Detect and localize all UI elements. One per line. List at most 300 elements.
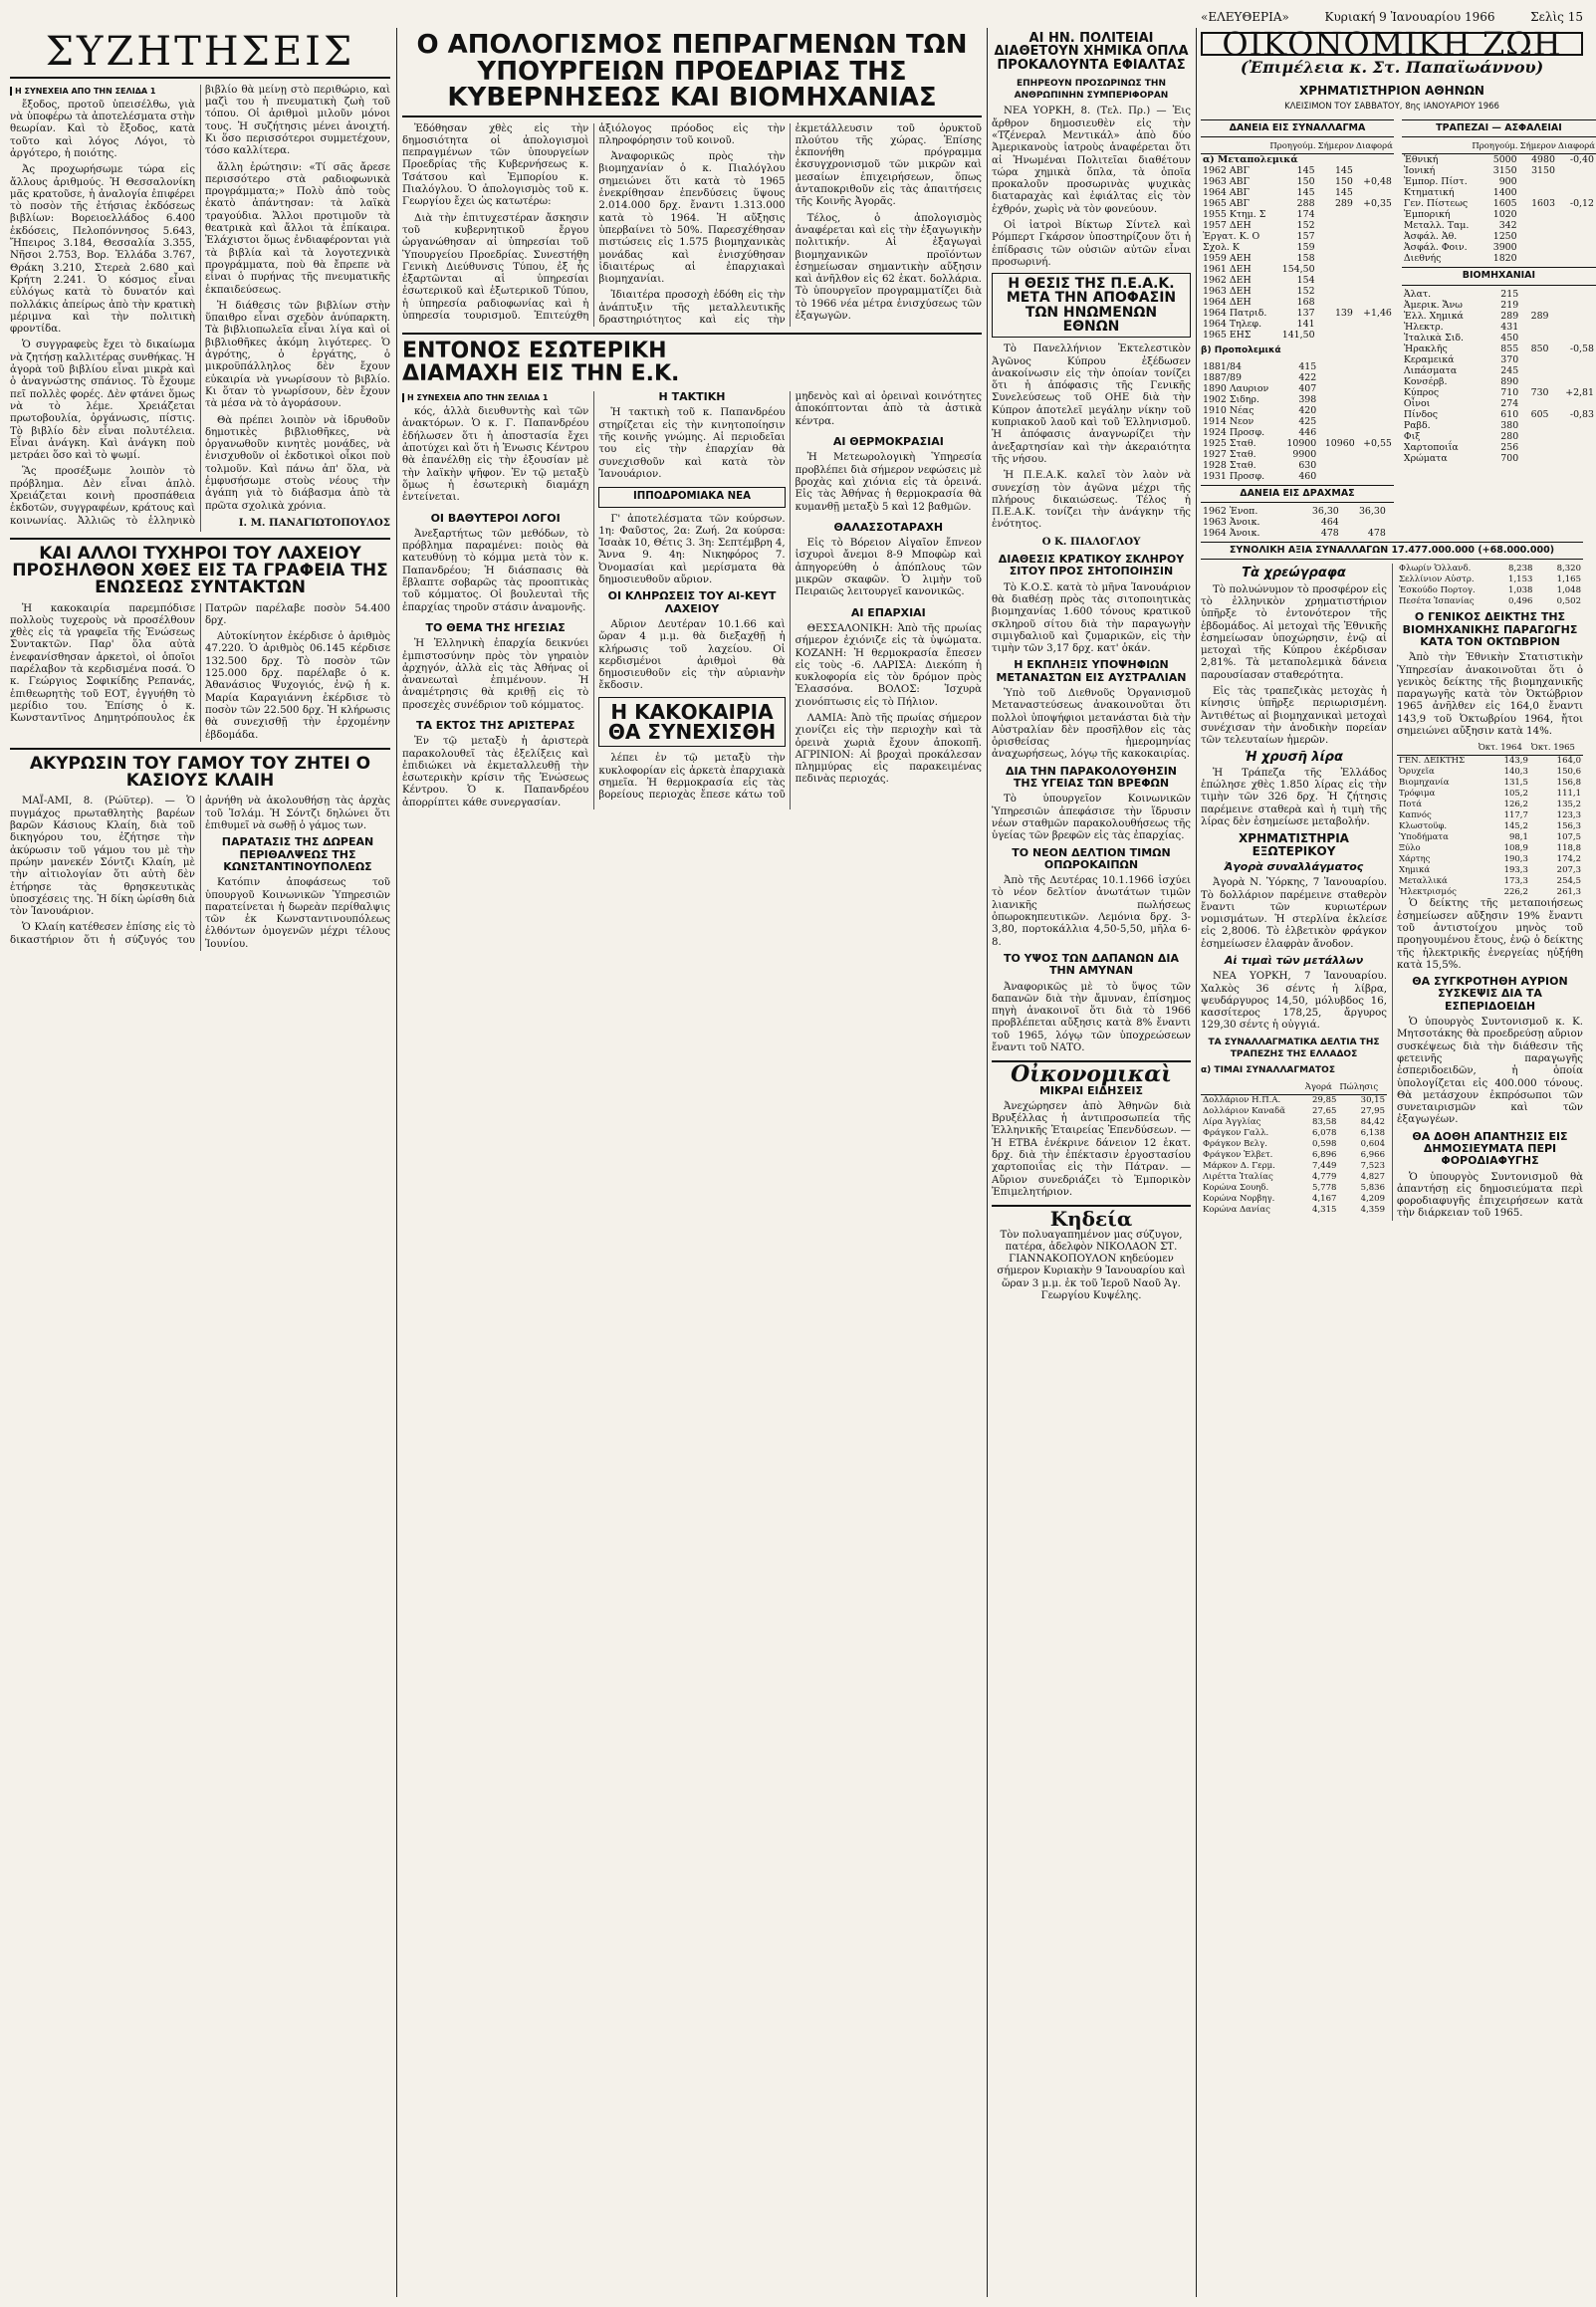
row-label: Λιπάσματα: [1403, 364, 1458, 376]
cell-value: 9900: [1292, 448, 1317, 460]
cell-value: [1357, 394, 1394, 405]
table-row: [1201, 427, 1394, 438]
cell-value: 288: [1296, 198, 1315, 210]
column-politics: [402, 28, 982, 2288]
cell-value: 256: [1500, 441, 1519, 453]
row-label: 1964 Τηλεφ.: [1203, 319, 1262, 331]
exchange-subtitle: ΚΛΕΙΣΙΜΟΝ ΤΟΥ ΣΑΒΒΑΤΟΥ, 8ης ΙΑΝΟΥΑΡΙΟΥ 1966: [1284, 101, 1499, 112]
cell-value: 137: [1296, 308, 1315, 320]
cell-value: 398: [1298, 393, 1317, 405]
article-lottery: [10, 603, 390, 742]
row-label: 1964 ΔΕΗ: [1203, 297, 1252, 309]
cell-value: [1520, 453, 1550, 464]
paragraph: Ἐν τῷ μεταξὺ ἡ ἀριστερὰ παρακολουθεῖ τὰς ἐξελίξεις καὶ ἐπιδιώκει νὰ ἐκμεταλλευθῇ τὴν ἐσωτερικὴν κρίσιν τῆς Ἑνώσεως Κέντρου. Ὁ κ. Παπανδρέου ἀπορρίπτει κάθε συνεργασίαν.: [402, 736, 589, 808]
cell-value: [1519, 231, 1557, 242]
headline-economic-briefs: Οἰκονομικαὶ: [1011, 1061, 1172, 1088]
headline-discussions: ΣΥΖΗΤΗΣΕΙΣ: [10, 32, 390, 79]
table-row: [1201, 1094, 1387, 1106]
row-label: Ἠλεκτρ.: [1403, 321, 1444, 333]
cell-value: [1551, 398, 1596, 409]
cell-value: -0,58: [1569, 343, 1594, 354]
headline-ek-strife: ΕΝΤΟΝΟΣ ΕΣΩΤΕΡΙΚΗ ΔΙΑΜΑΧΗ ΕΙΣ ΤΗΝ Ε.Κ.: [402, 339, 680, 386]
table-row: [1402, 198, 1596, 209]
author-signature: Ο Κ. ΠΙΑΛΟΓΛΟΥ: [1041, 535, 1141, 548]
cell-value: [1520, 442, 1550, 453]
row-label: Ἐργατ. Κ. Ο: [1203, 231, 1260, 243]
subheading: Η ΤΑΚΤΙΚΗ: [658, 390, 726, 404]
paragraph: Ἡ τακτικὴ τοῦ κ. Παπανδρέου στηρίζεται εἰς τὴν κινητοποίησιν τῆς κοινῆς γνώμης. Αἱ περιοδεῖαι του εἰς τὴν ἐπαρχίαν θὰ συνεχισθοῦν καὶ κατὰ τὸν Ἰανουάριον.: [598, 407, 786, 480]
cell-value: 174,2: [1556, 854, 1581, 865]
row-label: Χάρτης: [1399, 854, 1431, 865]
cell-value: 150: [1296, 176, 1315, 188]
total-value: ΣΥΝΟΛΙΚΗ ΑΞΙΑ ΣΥΝΑΛΛΑΓΩΝ 17.477.000.000 (+68.000.000): [1201, 542, 1583, 560]
paragraph: Εἰς τὸ Βόρειον Αἰγαῖον ἔπνεον ἰσχυροὶ ἄνεμοι 8-9 Μποφὼρ καὶ ἀπηγορεύθη ὁ ἀπόπλους τῶν μικρῶν σκαφῶν. Ὁ λιμὴν τοῦ Πειραιῶς λειτουργεῖ κανονικῶς.: [795, 538, 982, 598]
cell-value: 5,778: [1312, 1182, 1337, 1193]
column-news: [992, 28, 1191, 2288]
subheading: Ἀγορὰ συναλλάγματος: [1224, 859, 1364, 873]
cell-value: -0,12: [1569, 198, 1594, 210]
paragraph: Ἡ κακοκαιρία παρεμπόδισε πολλοὺς τυχεροὺς νὰ προσέλθουν χθὲς εἰς τὰ γραφεῖα τῆς Ἑνώσεως Συντακτῶν. Παρ' ὅλα αὐτὰ ἐνεφανίσθησαν ἀρκετοὶ, οἱ ὁποῖοι παρέλαβον τὰ κερδισμένα ποσά. Ὁ κ. Γεώργιος Σοφικίδης Ρεπανάς, ἐπιθεωρητὴς τοῦ ΕΟΤ, ἐγγυήθη τὸ μερίδιο του. Ἐπίσης ὁ κ. Κωνσταντῖνος Δημητρόπουλος ἐκ Πατρῶν παρέλαβε ποσὸν 54.400 δρχ.: [10, 602, 390, 725]
cell-value: -0,40: [1569, 154, 1594, 166]
drachma-table: [1201, 506, 1394, 539]
subheading: ΑΙ ΕΠΑΡΧΙΑΙ: [850, 605, 926, 619]
cell-value: [1357, 449, 1394, 460]
row-label: Κλωστοϋφ.: [1399, 821, 1448, 832]
table-row: [1397, 789, 1583, 800]
table-row: [1402, 311, 1596, 322]
table-row: [1201, 297, 1394, 308]
cell-value: 123,3: [1556, 810, 1581, 821]
table-row: [1402, 365, 1596, 376]
cell-value: [1357, 416, 1394, 427]
cell-value: +0,35: [1363, 198, 1392, 210]
paragraph: Ὁ συγγραφεὺς ἔχει τὸ δικαίωμα νὰ ζητήσῃ καλλιτέρας συνθήκας. Ἡ ἀγορὰ τοῦ βιβλίου εἶναι μικρὰ καὶ ὁ ἀναγνώστης σπάνιος. Τὸ ἔχουμε πεῖ πολλὲς φορές. Δὲν φτάνει ὅμως νὰ τὸ λέμε. Χρειάζεται πρωτοβουλία, ὀργάνωσις, πίστις. Τὸ βιβλίο δὲν εἶναι πολυτέλεια. Εἶναι ἀνάγκη. Καὶ ἀνάγκη ποὺ μετράει ὅσο καὶ τὸ ψωμί.: [10, 340, 195, 462]
row-label: Φράγκον Γαλλ.: [1203, 1127, 1269, 1138]
continuation-note: Η ΣΥΝΕΧΕΙΑ ΑΠΟ ΤΗΝ ΣΕΛΙΔΑ 1: [10, 87, 155, 96]
cell-value: [1355, 330, 1394, 341]
row-label: Ἑλλ. Χημικά: [1403, 310, 1464, 322]
cell-value: 289: [1500, 310, 1519, 322]
cell-value: 4980: [1531, 154, 1555, 166]
paragraph: Αὐτοκίνητον ἐκέρδισε ὁ ἀριθμὸς 47.220. Ὁ ἀριθμὸς 06.145 κέρδισε 132.500 δρχ. Τὸ ποσὸν τῶν 125.000 δρχ. παρέλαβε ὁ κ. Ἀθανάσιος Ψυχογιός, ἐνῷ ἡ κ. Μαρία Καραγιάννη ἐκέρδισε τὸ ποσὸν τῶν 22.500 δρχ. Ἡ κλήρωσις θὰ συνεχισθῇ τὴν ἐρχομένην ἑβδομάδα.: [205, 631, 390, 741]
cell-value: [1355, 220, 1394, 231]
cell-value: 4,209: [1360, 1193, 1385, 1204]
table-row: [1402, 354, 1596, 365]
table-row: [1201, 394, 1394, 405]
paragraph: Τὸ ὑπουργεῖον Κοινωνικῶν Ὑπηρεσιῶν ἀπεφάσισε τὴν ἵδρυσιν νέων σταθμῶν παρακολουθήσεως τῆς ὑγείας τῶν βρεφῶν εἰς τὰς ἐπαρχίας.: [992, 794, 1191, 842]
row-label: Ἐσκούδο Πορτογ.: [1399, 585, 1476, 596]
cell-value: 605: [1530, 408, 1549, 420]
table-row: [1397, 810, 1583, 821]
cell-value: 890: [1500, 375, 1519, 387]
paragraph: Κατόπιν ἀποφάσεως τοῦ ὑπουργοῦ Κοινωνικῶν Ὑπηρεσιῶν παρατείνεται ἡ δωρεὰν περίθαλψις τῶν ἐκ Κωνσταντινουπόλεως ἐλθόντων ὁμογενῶν μέχρι τέλους Ἰουνίου.: [205, 877, 390, 950]
cell-value: 460: [1298, 470, 1317, 482]
cell-value: 4,827: [1360, 1171, 1385, 1182]
column-rule: [987, 28, 988, 2297]
paragraph: Ἡ Π.Ε.Α.Κ. καλεῖ τὸν λαὸν νὰ συνεχίσῃ τὸν ἀγῶνα μέχρι τῆς πλήρους δικαιώσεως. Τέλος ἡ Π.Ε.Α.Κ. τονίζει τὴν ἀνάγκην τῆς ἑνότητος.: [992, 470, 1191, 531]
row-label: Ἰονική: [1403, 165, 1436, 177]
cell-value: 135,2: [1556, 800, 1581, 810]
loans-table: [1201, 140, 1394, 341]
row-label: Πίνδος: [1403, 408, 1438, 420]
cell-value: 139: [1334, 308, 1353, 320]
cell-value: [1317, 220, 1355, 231]
cell-value: [1557, 231, 1596, 242]
cell-value: 36,30: [1358, 506, 1386, 518]
table-row: [1201, 1128, 1387, 1139]
cell-value: 630: [1298, 459, 1317, 471]
cell-value: 700: [1500, 452, 1519, 464]
cell-value: [1520, 300, 1550, 311]
row-label: 1961 ΔΕΗ: [1203, 264, 1252, 276]
cell-value: 10900: [1286, 437, 1317, 449]
row-label: Τρόφιμα: [1399, 789, 1436, 800]
cell-value: [1519, 187, 1557, 198]
cell-value: 215: [1500, 288, 1519, 300]
row-label: Κύπρος: [1403, 386, 1440, 398]
cell-value: [1551, 376, 1596, 387]
cell-value: 145: [1296, 165, 1315, 177]
cell-value: [1557, 187, 1596, 198]
cell-value: 5,836: [1360, 1182, 1385, 1193]
cell-value: 1250: [1492, 231, 1517, 243]
table-row: [1402, 409, 1596, 420]
cell-value: +1,46: [1363, 308, 1392, 320]
paragraph: Ὁ ὑπουργὸς Συντονισμοῦ θὰ ἀπαντήσῃ εἰς δημοσιεύματα περὶ φοροδιαφυγῆς ἐπιχειρήσεων κατὰ τὴν διάρκειαν τοῦ 1965.: [1397, 1171, 1583, 1220]
headline-lottery: ΚΑΙ ΑΛΛΟΙ ΤΥΧΗΡΟΙ ΤΟΥ ΛΑΧΕΙΟΥ ΠΡΟΣΗΛΘΟΝ ΧΘΕΣ ΕΙΣ ΤΑ ΓΡΑΦΕΙΑ ΤΗΣ ΕΝΩΣΕΩΣ ΣΥΝΤΑΚΤΩΝ: [12, 543, 388, 598]
cell-value: [1357, 460, 1394, 471]
row-label: 1890 Λαυριον: [1203, 382, 1269, 394]
row-label: ΓΕΝ. ΔΕΙΚΤΗΣ: [1399, 756, 1466, 767]
table-row: [1201, 1161, 1387, 1172]
row-label: Φιξ: [1403, 430, 1421, 442]
table-title: ΔΑΝΕΙΑ ΕΙΣ ΣΥΝΑΛΛΑΓΜΑ: [1201, 119, 1394, 137]
table-row: [1201, 253, 1394, 264]
cell-value: 27,95: [1360, 1105, 1385, 1116]
cell-value: 207,3: [1556, 865, 1581, 876]
row-label: Διεθνής: [1403, 253, 1442, 265]
row-label: Φλωρίν Ὁλλανδ.: [1399, 564, 1472, 575]
row-label: Κορώνα Σουηδ.: [1203, 1182, 1269, 1193]
table-row: [1402, 420, 1596, 431]
paragraph: Ἡ διάθεσις τῶν βιβλίων στὴν ὕπαιθρο εἶναι σχεδὸν ἀνύπαρκτη. Τὰ βιβλιοπωλεῖα εἶναι λίγα καὶ οἱ βιβλιοθῆκες ἀκόμη λιγότερες. Ὁ ἀγρότης, ὁ ἐργάτης, ὁ μικροϋπάλληλος δὲν ἔχουν εὐκαιρία νὰ γνωρίσουν τὸ βιβλίο. Κι ὅταν τὸ γνωρίσουν, δὲν ἔχουν τὰ μέσα νὰ τὸ ἀγοράσουν.: [205, 300, 390, 410]
cell-value: [1519, 242, 1557, 253]
cell-value: 0,598: [1312, 1138, 1337, 1149]
cell-value: [1519, 176, 1557, 187]
cell-value: 245: [1500, 364, 1519, 376]
industries-table: [1402, 289, 1596, 464]
row-label: 1887/89: [1203, 371, 1242, 383]
cell-value: 150: [1334, 176, 1353, 188]
subheading: ΟΙ ΒΑΘΥΤΕΡΟΙ ΛΟΓΟΙ: [430, 511, 561, 525]
row-label: Ἀμερικ. Ἄνω: [1403, 299, 1463, 311]
row-label: Οἶνοι: [1403, 397, 1431, 409]
cell-value: 6,138: [1360, 1127, 1385, 1138]
cell-value: 10960: [1324, 437, 1355, 449]
table-row: [1201, 471, 1394, 482]
table-row: [1201, 165, 1394, 176]
row-label: 1964 Πατριδ.: [1203, 308, 1267, 320]
paragraph: Ἀναφορικῶς μὲ τὸ ὕψος τῶν δαπανῶν διὰ τὴν ἄμυναν, ἐπίσημος πηγὴ ἀνακοινοῖ ὅτι διὰ τὸ 1966 προβλέπεται αὔξησις κατὰ 8% ἔναντι τοῦ 1965, λόγῳ τῶν ὑποχρεώσεων ἔναντι τοῦ ΝΑΤΟ.: [992, 981, 1191, 1053]
table-row: [1402, 300, 1596, 311]
row-label: Δολλάριον Καναδᾶ: [1203, 1105, 1285, 1116]
cell-value: 370: [1500, 353, 1519, 365]
headline-horse-racing: ΙΠΠΟΔΡΟΜΙΑΚΑ ΝΕΑ: [598, 487, 785, 507]
table-row: [1397, 821, 1583, 832]
col-prev: Προηγούμ.: [1268, 140, 1316, 154]
row-label: Κτηματική: [1403, 187, 1455, 199]
paragraph: ΝΕΑ ΥΟΡΚΗ, 8. (Τελ. Πρ.) — Ἐις ἄρθρον δημοσιευθὲν εἰς τὴν «Τζένεραλ Μεντικάλ» ἀπὸ δύο Ἀμερικανοὺς ἰατροὺς ἀναφέρεται ὅτι αἱ Ἡνωμέναι Πολιτεῖαι διαθέτουν τώρα χημικὰ ὅπλα, τὰ ὁποῖα προκαλοῦν προσωρινὰς ψυχικὰς διαταραχὰς καὶ ἐφιάλτας εἰς τὸν ἐχθρόν, χωρὶς νὰ τὸν φονεύουν.: [992, 106, 1191, 215]
cell-value: -0,83: [1569, 408, 1594, 420]
paragraph: Ἀγορὰ Ν. Ὑόρκης, 7 Ἰανουαρίου. Τὸ δολλάριον παρέμεινε σταθερὸν ἔναντι τῶν κυριωτέρων νομισμάτων. Ἡ στερλίνα ἐκλείσε εἰς 2,8006. Τὸ ἑλβετικὸν φράγκον ἐσημείωσεν ἐλαφρὰν ἄνοδον.: [1201, 877, 1387, 950]
banks-table: [1402, 140, 1596, 264]
row-label: Ἠλεκτρισμός: [1399, 887, 1457, 898]
cell-value: [1318, 471, 1356, 482]
cell-value: 152: [1296, 286, 1315, 298]
cell-value: 140,3: [1503, 767, 1528, 778]
table-title: ΤΡΑΠΕΖΑΙ — ΑΣΦΑΛΕΙΑΙ: [1402, 119, 1596, 137]
paragraph: ΛΑΜΙΑ: Ἀπὸ τῆς πρωίας σήμερον χιονίζει εἰς τὴν περιοχὴν καὶ τὰ ὀρεινὰ χωριὰ ἔχουν ἀποκοπῆ. ΑΓΡΙΝΙΟΝ: Αἱ βροχαὶ προκάλεσαν πλημμύρας εἰς παρακειμένας πεδινὰς περιοχάς.: [795, 713, 982, 786]
col-buy: Ἀγορά: [1304, 1081, 1339, 1095]
table-row: [1402, 154, 1596, 166]
cell-value: 610: [1500, 408, 1519, 420]
row-label: 1963 ΑΒΓ: [1203, 176, 1251, 188]
row-label: Χαρτοποιΐα: [1403, 441, 1459, 453]
drachma-body: [1201, 506, 1394, 539]
table-row: [1201, 372, 1394, 383]
cell-value: 261,3: [1556, 887, 1581, 898]
paragraph: Θὰ πρέπει λοιπὸν νὰ ἱδρυθοῦν δημοτικὲς βιβλιοθῆκες, νὰ ὀργανωθοῦν κινητὲς μονάδες, νὰ ἐνισχυθοῦν οἱ ἐκδοτικοὶ οἶκοι ποὺ τολμοῦν. Καὶ πάνω ἀπ' ὅλα, νὰ ἐμφυσήσωμε στοὺς νέους τὴν ἀγάπη γιὰ τὸ διάβασμα ἀπὸ τὰ πρῶτα σχολικὰ χρόνια.: [205, 414, 390, 512]
table-section: β) Προπολεμικά: [1201, 346, 1281, 356]
cell-value: [1317, 253, 1355, 264]
row-label: Βιομηχανία: [1399, 778, 1450, 789]
loans-a-body: [1201, 154, 1394, 342]
row-label: 1914 Νεον: [1203, 415, 1254, 427]
row-label: 1963 Ἀνοικ.: [1203, 517, 1260, 529]
paragraph: ΘΕΣΣΑΛΟΝΙΚΗ: Ἀπὸ τῆς πρωίας σήμερον ἐχιόνιζε εἰς τὰ ὑψώματα. ΚΟΖΑΝΗ: Ἡ θερμοκρασία ἔπεσεν εἰς τοὺς -6. ΛΑΡΙΣΑ: Διεκόπη ἡ κυκλοφορία εἰς τὸν δρόμον πρὸς Ἐλασσόνα. ΒΟΛΟΣ: Ἰσχυρὰ χιονόπτωσις εἰς τὸ Πήλιον.: [795, 622, 982, 708]
cell-value: 446: [1298, 426, 1317, 438]
cell-value: 6,078: [1312, 1127, 1337, 1138]
paragraph: Εἰς τὰς τραπεζικὰς μετοχὰς ἡ κίνησις ὑπῆρξε περιωρισμένη. Ἀντιθέτως αἱ βιομηχανικαὶ μετοχαὶ συνέχισαν τὴν ἀνοδικὴν πορείαν τῶν τελευταίων ἡμερῶν.: [1201, 686, 1387, 747]
cell-value: 143,9: [1503, 756, 1528, 767]
cell-value: 84,42: [1360, 1116, 1385, 1127]
row-label: Κεραμεικά: [1403, 353, 1455, 365]
cell-value: 342: [1498, 220, 1517, 232]
cell-value: [1357, 427, 1394, 438]
cell-value: [1519, 253, 1557, 264]
table-row: [1397, 832, 1583, 843]
table-row: [1201, 209, 1394, 220]
section-title: ΟΙΚΟΝΟΜΙΚΗ ΖΩΗ: [1201, 32, 1583, 56]
cell-value: 150,6: [1556, 767, 1581, 778]
cell-value: 173,3: [1503, 876, 1528, 887]
cell-value: 425: [1298, 415, 1317, 427]
cell-value: [1317, 319, 1355, 330]
table-row: [1402, 387, 1596, 398]
cell-value: 289: [1334, 198, 1353, 210]
row-label: 1931 Προσφ.: [1203, 470, 1265, 482]
table-row: [1397, 887, 1583, 898]
cell-value: [1318, 427, 1356, 438]
table-row: [1397, 865, 1583, 876]
cell-value: 117,7: [1503, 810, 1528, 821]
table-row: [1402, 431, 1596, 442]
paragraph: Τὸ Κ.Ο.Σ. κατὰ τὸ μῆνα Ἰανουάριον θὰ διαθέσῃ πρὸς τὰς σιτοποιητικὰς βιομηχανίας 1.600 τόνους κρατικοῦ σκληροῦ σίτου διὰ τὴν παραγωγὴν σιμιγδαλιοῦ καὶ ζυμαρικῶν, εἰς τὴν τιμὴν τῶν 3,17 δρχ. κατ' ὀκάν.: [992, 581, 1191, 655]
cell-value: 1020: [1492, 209, 1517, 221]
table-row: [1402, 187, 1596, 198]
subheading: Τὰ χρεώγραφα: [1242, 566, 1346, 581]
cell-value: 159: [1296, 242, 1315, 254]
cell-value: [1355, 275, 1394, 286]
paragraph: Τὸ πολυώνυμον τὸ προσφέρον εἰς τὸ ἑλληνικὸν χρηματιστήριον ὑπῆρξε τὸ ἐντονότερον τῆς ἑβδομάδος. Αἱ μετοχαὶ τῆς Ἐθνικῆς ἐσημείωσαν ὑποχώρησιν, ἐνῷ αἱ μετοχαὶ τῆς Κύπρου ἐκέρδισαν 2,81%. Τὰ μεταπολεμικὰ δάνεια παρουσίασαν σταθερότητα.: [1201, 583, 1387, 681]
cell-value: [1520, 420, 1550, 431]
cell-value: 0,496: [1508, 596, 1533, 607]
table-section: α) Μεταπολεμικά: [1203, 154, 1298, 166]
row-label: 1962 ΑΒΓ: [1203, 165, 1251, 177]
headline-price-list: ΤΟ ΝΕΟΝ ΔΕΛΤΙΟΝ ΤΙΜΩΝ ΟΠΩΡΟΚΑΙΠΩΝ: [1012, 845, 1171, 871]
cell-value: 730: [1530, 386, 1549, 398]
banks-body: [1402, 154, 1596, 265]
cell-value: [1357, 383, 1394, 394]
row-label: Ἐμπορική: [1403, 209, 1451, 221]
cell-value: 168: [1296, 297, 1315, 309]
cell-value: 158: [1296, 253, 1315, 265]
table-row: [1402, 289, 1596, 300]
table-row: [1397, 564, 1583, 575]
cell-value: 478: [1367, 528, 1386, 540]
table-row: [1201, 1117, 1387, 1128]
loans-foreign-table: [1201, 116, 1394, 539]
cell-value: 1,048: [1556, 585, 1581, 596]
author-signature: Ι. Μ. ΠΑΝΑΓΙΩΤΟΠΟΥΛΟΣ: [238, 516, 390, 529]
cell-value: 6,896: [1312, 1149, 1337, 1160]
cell-value: [1520, 333, 1550, 344]
cell-value: [1317, 297, 1355, 308]
table-row: [1402, 209, 1596, 220]
divider: [10, 538, 390, 540]
paragraph: Ὁ Κλαίη κατέθεσεν ἐπίσης εἰς τὸ δικαστήριον ὅτι ἡ σύζυγός του ἀρνήθη νὰ ἀκολουθήσῃ τὰς ἀρχὰς τοῦ Ἰσλάμ. Ἡ Σόντζι δηλώνει ὅτι ἐπιθυμεῖ νὰ σωθῇ ὁ γάμος των.: [10, 796, 390, 946]
row-label: Κονσέρβ.: [1403, 375, 1448, 387]
cell-value: 8,320: [1556, 564, 1581, 575]
cell-value: [1355, 231, 1394, 242]
banks-table-wrap: [1402, 116, 1596, 539]
table-row: [1201, 286, 1394, 297]
table-row: [1402, 453, 1596, 464]
cell-value: 4,359: [1360, 1204, 1385, 1215]
subheading: Ἡ χρυσῆ λίρα: [1245, 749, 1343, 765]
table-row: [1402, 176, 1596, 187]
row-label: Ἰταλικὰ Σιδ.: [1403, 332, 1465, 344]
row-label: Κορώνα Δανίας: [1203, 1204, 1270, 1215]
row-label: Ἐμπορ. Πίστ.: [1403, 176, 1468, 188]
cell-value: [1317, 209, 1355, 220]
cell-value: 0,604: [1360, 1138, 1385, 1149]
cell-value: [1355, 297, 1394, 308]
cell-value: [1557, 253, 1596, 264]
cell-value: [1318, 460, 1356, 471]
cell-value: 141,50: [1281, 330, 1315, 342]
section-editor: (Ἐπιμέλεια κ. Στ. Παπαϊωάννου): [1240, 58, 1544, 78]
table-row: [1201, 517, 1394, 528]
headline-defense-spending: ΤΟ ΥΨΟΣ ΤΩΝ ΔΑΠΑΝΩΝ ΔΙΑ ΤΗΝ ΑΜΥΝΑΝ: [1003, 951, 1180, 978]
table-row: [1201, 460, 1394, 471]
foreign-exchanges-title: ΧΡΗΜΑΤΙΣΤΗΡΙΑ ΕΞΩΤΕΡΙΚΟΥ: [1239, 831, 1349, 858]
cell-value: 478: [1320, 528, 1339, 540]
paragraph: Ἀνεξαρτήτως τῶν μεθόδων, τὸ πρόβλημα παραμένει: ποιὸς θὰ κατευθύνῃ τὸ κόμμα μετὰ τὸν κ. Παπανδρέου; Ἡ διάσπασις θὰ ἔβλαπτε σοβαρῶς τὰς προοπτικὰς τοῦ κόμματος. Οἱ βουλευταὶ τῆς ἐπαρχίας τηροῦν στάσιν ἀναμονῆς.: [402, 528, 589, 613]
table-row: [1402, 165, 1596, 176]
row-label: Ὑποδήματα: [1399, 832, 1449, 843]
paragraph: Γ' ἀποτελέσματα τῶν κούρσων. 1η: Φαῦστος, 2α: Ζωή. 2α κούρσα: Ἰσαὰκ 10, Θέτις 3. 3η: Σεπτέμβρη 4, Ἄννα 9. 4η: Νικηφόρος 7. Ὀνομασίαι καὶ μερίσματα θὰ δημοσιευθοῦν αὔριον.: [598, 513, 786, 586]
table-row: [1397, 756, 1583, 768]
cell-value: [1551, 431, 1596, 442]
cell-value: 450: [1500, 332, 1519, 344]
headline-infant-health: ΔΙΑ ΤΗΝ ΠΑΡΑΚΟΛΟΥΘΗΣΙΝ ΤΗΣ ΥΓΕΙΑΣ ΤΩΝ ΒΡΕΦΩΝ: [1005, 764, 1178, 791]
table-row: [1201, 528, 1394, 539]
row-label: 1927 Σταθ.: [1203, 448, 1256, 460]
cell-value: 289: [1530, 310, 1549, 322]
row-label: Μεταλλικά: [1399, 876, 1448, 887]
cell-value: [1557, 165, 1596, 176]
cell-value: [1357, 361, 1394, 372]
cell-value: 3150: [1531, 165, 1555, 177]
cell-value: 30,15: [1360, 1094, 1385, 1105]
cell-value: 157: [1296, 231, 1315, 243]
headline-emigrants: Η ΕΚΠΛΗΞΙΣ ΥΠΟΨΗΦΙΩΝ ΜΕΤΑΝΑΣΤΩΝ ΕΙΣ ΑΥΣΤΡΑΛΙΑΝ: [996, 658, 1187, 684]
cell-value: [1551, 322, 1596, 333]
table-row: [1402, 333, 1596, 344]
issue-date: Κυριακή 9 Ἰανουαρίου 1966: [1324, 10, 1495, 24]
row-label: Χημικά: [1399, 865, 1431, 876]
table-row: [1402, 220, 1596, 231]
cell-value: 107,5: [1556, 832, 1581, 843]
cell-value: [1520, 431, 1550, 442]
row-label: Σελλίνιον Αὐστρ.: [1399, 575, 1475, 585]
col-oct64: Ὀκτ. 1964: [1478, 742, 1530, 756]
paragraph: Ἰδιαιτέρα προσοχὴ ἐδόθη εἰς τὴν ἀνάπτυξιν τῆς μεταλλευτικῆς δραστηριότητος καὶ εἰς τὴν ἐκμετάλλευσιν τοῦ ὀρυκτοῦ πλούτου τῆς χώρας. Ἐπίσης ἐκπονήθη πρόγραμμα ἐκσυγχρονισμοῦ τῶν μικρῶν καὶ μεσαίων ἐπιχειρήσεων, ὅπως ἀνταποκριθοῦν εἰς τὰς ἀπαιτήσεις τῆς Κοινῆς Ἀγορᾶς.: [598, 122, 982, 326]
row-label: 1881/84: [1203, 360, 1242, 372]
row-label: Μεταλλ. Ταμ.: [1403, 220, 1470, 232]
col-oct65: Ὀκτ. 1965: [1530, 742, 1583, 756]
cell-value: [1317, 286, 1355, 297]
cell-value: [1520, 365, 1550, 376]
cell-value: [1551, 420, 1596, 431]
paragraph: Αὔριον Δευτέραν 10.1.66 καὶ ὥραν 4 μ.μ. θὰ διεξαχθῇ ἡ κλήρωσις τοῦ λαχείου. Οἱ κερδισμένοι ἀριθμοὶ θὰ δημοσιευθοῦν εἰς τὴν αὐριανὴν ἔκδοσιν.: [598, 618, 786, 692]
cell-value: 1603: [1531, 198, 1555, 210]
subheadline: ΕΠΗΡΕΟΥΝ ΠΡΟΣΩΡΙΝΩΣ ΤΗΝ ΑΝΘΡΩΠΙΝΗΝ ΣΥΜΠΕΡΙΦΟΡΑΝ: [1014, 78, 1169, 102]
cell-value: +2,81: [1565, 386, 1594, 398]
table-row: [1201, 438, 1394, 449]
row-label: 1959 ΑΕΗ: [1203, 253, 1252, 265]
cell-value: 145: [1334, 165, 1353, 177]
subheading: ΤΟ ΘΕΜΑ ΤΗΣ ΗΓΕΣΙΑΣ: [425, 620, 566, 634]
headline-lottery-draws: ΟΙ ΚΛΗΡΩΣΕΙΣ ΤΟΥ ΑΙ-ΚΕΥΤ ΛΑΧΕΙΟΥ: [607, 589, 777, 615]
table-row: [1201, 231, 1394, 242]
cell-value: [1551, 300, 1596, 311]
cell-value: [1318, 361, 1356, 372]
table-row: [1201, 506, 1394, 517]
cell-value: 3150: [1492, 165, 1517, 177]
cell-value: [1318, 383, 1356, 394]
table-row: [1201, 361, 1394, 372]
cell-value: [1551, 289, 1596, 300]
cell-value: [1557, 220, 1596, 231]
table-row: [1201, 405, 1394, 416]
table-row: [1397, 575, 1583, 585]
cell-value: [1551, 354, 1596, 365]
cell-value: +0,55: [1363, 437, 1392, 449]
row-label: Δολλάριον Η.Π.Α.: [1203, 1094, 1281, 1105]
table-row: [1402, 398, 1596, 409]
